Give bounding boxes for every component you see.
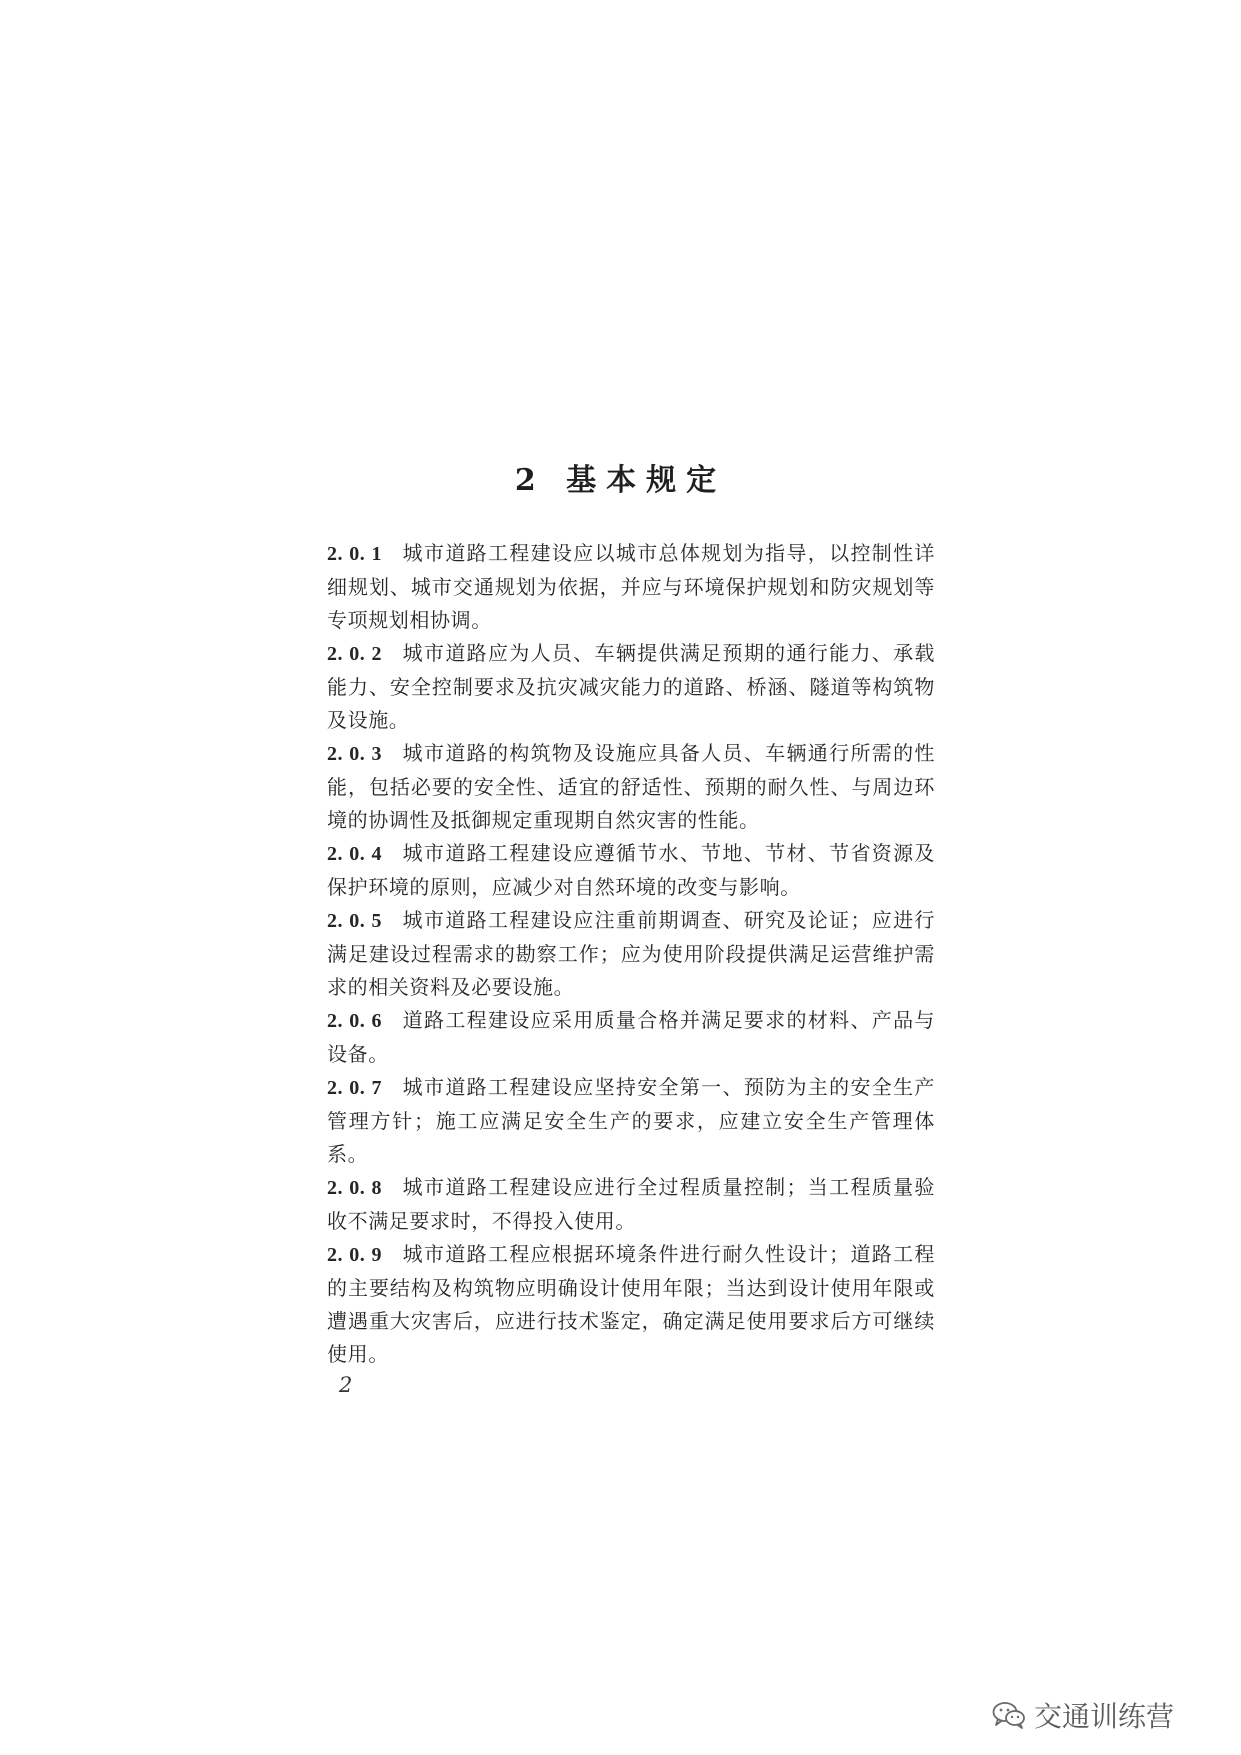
clause-text: 城市道路应为人员、车辆提供满足预期的通行能力、承载能力、安全控制要求及抗灾减灾能力的道路、桥涵、隧道等构筑物及设施。 <box>327 641 936 732</box>
clause-number: 2. 0. 6 <box>327 1010 382 1032</box>
clause-number: 2. 0. 9 <box>327 1244 382 1266</box>
clause-number: 2. 0. 7 <box>327 1077 382 1099</box>
clause-2-0-7 <box>327 1071 935 1171</box>
clause-2-0-8 <box>327 1171 935 1238</box>
watermark <box>992 1695 1174 1735</box>
clause-text: 道路工程建设应采用质量合格并满足要求的材料、产品与设备。 <box>327 1008 936 1066</box>
clause-2-0-3 <box>327 737 935 837</box>
watermark-text: 交通训练营 <box>1034 1700 1175 1733</box>
clause-text: 城市道路工程建设应以城市总体规划为指导，以控制性详细规划、城市交通规划为依据，并应与环境保护规划和防灾规划等专项规划相协调。 <box>327 541 936 632</box>
clause-text: 城市道路的构筑物及设施应具备人员、车辆通行所需的性能，包括必要的安全性、适宜的舒适性、预期的耐久性、与周边环境的协调性及抵御规定重现期自然灾害的性能。 <box>327 741 936 832</box>
clause-text: 城市道路工程建设应进行全过程质量控制；当工程质量验收不满足要求时，不得投入使用。 <box>327 1175 936 1233</box>
clause-number: 2. 0. 3 <box>327 743 382 765</box>
clause-2-0-9 <box>327 1238 935 1371</box>
clause-text: 城市道路工程应根据环境条件进行耐久性设计；道路工程的主要结构及构筑物应明确设计使用年限；当达到设计使用年限或遭遇重大灾害后，应进行技术鉴定，确定满足使用要求后方可继续使用。 <box>327 1242 936 1366</box>
clause-text: 城市道路工程建设应遵循节水、节地、节材、节省资源及保护环境的原则，应减少对自然环境的改变与影响。 <box>327 841 936 899</box>
clause-number: 2. 0. 1 <box>327 543 382 565</box>
clause-number: 2. 0. 2 <box>327 643 382 665</box>
page-title: 2 基本规定 <box>514 463 727 498</box>
wechat-icon <box>992 1701 1026 1729</box>
clause-number: 2. 0. 8 <box>327 1177 382 1199</box>
clause-number: 2. 0. 5 <box>327 910 382 932</box>
clause-2-0-5 <box>327 904 935 1004</box>
clause-text: 城市道路工程建设应坚持安全第一、预防为主的安全生产管理方针；施工应满足安全生产的要求，应建立安全生产管理体系。 <box>327 1075 936 1166</box>
clause-2-0-4 <box>327 837 935 904</box>
clause-2-0-1 <box>327 537 935 637</box>
clause-number: 2. 0. 4 <box>327 843 382 865</box>
clause-list <box>327 537 935 1371</box>
page-number: 2 <box>339 1373 353 1397</box>
clause-2-0-6 <box>327 1004 935 1071</box>
clause-text: 城市道路工程建设应注重前期调查、研究及论证；应进行满足建设过程需求的勘察工作；应为使用阶段提供满足运营维护需求的相关资料及必要设施。 <box>327 908 936 999</box>
clause-2-0-2 <box>327 637 935 737</box>
